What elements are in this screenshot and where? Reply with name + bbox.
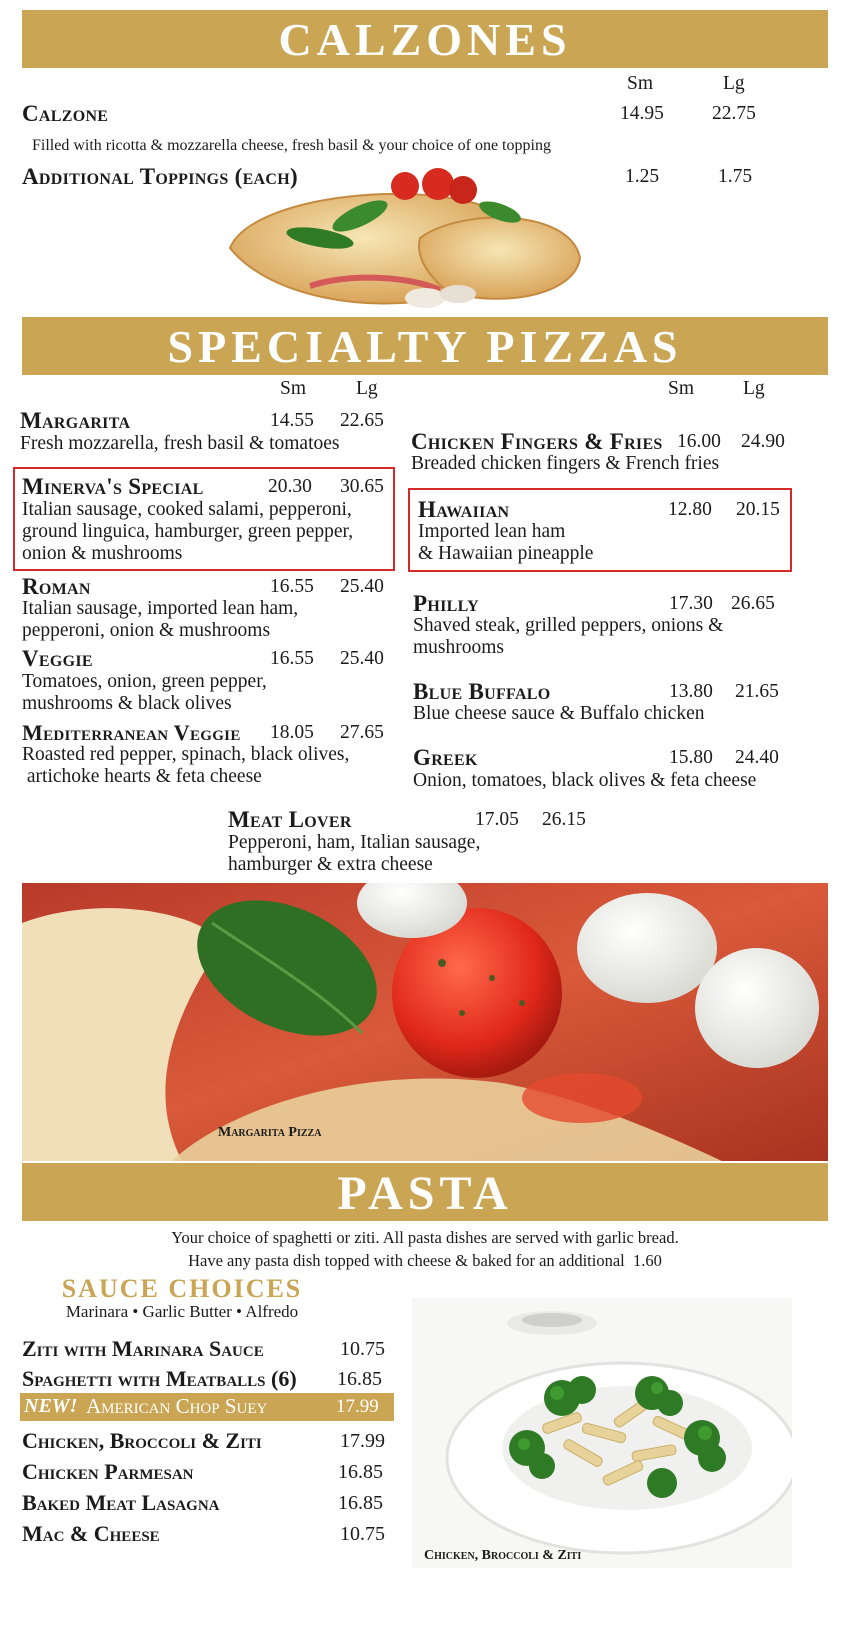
- calzones-col-lg: Lg: [723, 73, 745, 94]
- pasta-item-name: Spaghetti with Meatballs (6): [22, 1366, 297, 1391]
- pizza-price-lg: 26.65: [731, 593, 775, 614]
- toppings-price-lg: 1.75: [718, 166, 753, 187]
- pizza-description-line: Pepperoni, ham, Italian sausage,: [228, 832, 481, 853]
- pizza-name: Blue Buffalo: [413, 679, 551, 704]
- pizza-price-lg: 25.40: [340, 576, 384, 597]
- pizza-price-sm: 14.55: [270, 410, 314, 431]
- calzone-price-lg: 22.75: [712, 103, 756, 124]
- pizza-name: Minerva's Special: [22, 474, 204, 499]
- pasta-photo-caption: Chicken, Broccoli & Ziti: [424, 1548, 582, 1563]
- pizza-description-line: Shaved steak, grilled peppers, onions &: [413, 615, 724, 636]
- sauce-choices-title: SAUCE CHOICES: [61, 1274, 303, 1303]
- pizza-price-lg: 24.40: [735, 747, 779, 768]
- pizza-price-sm: 17.30: [669, 593, 713, 614]
- margarita-pizza-photo: [22, 883, 828, 1161]
- pizza-description-line: & Hawaiian pineapple: [418, 543, 594, 564]
- pasta-item-name: American Chop Suey: [86, 1394, 268, 1418]
- pizza-price-lg: 21.65: [735, 681, 779, 702]
- pizza-description: Fresh mozzarella, fresh basil & tomatoes: [20, 433, 340, 454]
- pizza-name: Chicken Fingers & Fries: [411, 429, 663, 454]
- calzone-name: Calzone: [22, 101, 109, 126]
- pizza-price-sm: 18.05: [270, 722, 314, 743]
- pasta-banner: [22, 1163, 828, 1221]
- calzone-photo: [190, 168, 620, 316]
- pasta-item-price: 17.99: [336, 1396, 379, 1417]
- pasta-item-name: Chicken, Broccoli & Ziti: [22, 1428, 262, 1453]
- pizza-description-line: onion & mushrooms: [22, 543, 183, 564]
- pizza-description: Onion, tomatoes, black olives & feta cheese: [413, 770, 757, 791]
- pizza-price-sm: 16.55: [270, 648, 314, 669]
- pizza-name: Veggie: [22, 646, 93, 671]
- pasta-item-price: 16.85: [338, 1461, 383, 1483]
- toppings-name: Additional Toppings (each): [22, 164, 298, 189]
- pasta-item-name: Ziti with Marinara Sauce: [22, 1336, 264, 1361]
- pizza-price-lg: 24.90: [741, 431, 785, 452]
- pizza-price-lg: 27.65: [340, 722, 384, 743]
- specialty-pizzas-banner: [22, 317, 828, 375]
- pasta-intro-line1: Your choice of spaghetti or ziti. All pasta dishes are served with garlic bread.: [171, 1228, 679, 1247]
- specialty-right-col-sm: Sm: [668, 378, 695, 399]
- calzones-col-sm: Sm: [627, 73, 654, 94]
- pizza-price-sm: 16.55: [270, 576, 314, 597]
- pizza-description-line: mushrooms: [413, 637, 505, 658]
- pizza-description-line: artichoke hearts & feta cheese: [22, 766, 262, 787]
- pasta-item-price: 16.85: [337, 1368, 382, 1390]
- pasta-item-price: 10.75: [340, 1338, 385, 1360]
- specialty-left-col-sm: Sm: [280, 378, 307, 399]
- pizza-price-sm: 13.80: [669, 681, 713, 702]
- pasta-item-price: 16.85: [338, 1492, 383, 1514]
- margarita-photo-caption: Margarita Pizza: [218, 1125, 322, 1140]
- pizza-description-line: mushrooms & black olives: [22, 693, 232, 714]
- pizza-description-line: pepperoni, onion & mushrooms: [22, 620, 271, 641]
- calzone-description: Filled with ricotta & mozzarella cheese, fresh basil & your choice of one topping: [32, 137, 551, 154]
- pizza-name: Margarita: [20, 408, 131, 433]
- pasta-item-price: 10.75: [340, 1523, 385, 1545]
- pizza-name: Philly: [413, 591, 479, 616]
- pizza-description-line: ground linguica, hamburger, green pepper,: [22, 521, 354, 542]
- pizza-description-line: Roasted red pepper, spinach, black olives,: [22, 744, 350, 765]
- pizza-price-lg: 20.15: [736, 499, 780, 520]
- pasta-item-name: Mac & Cheese: [22, 1521, 160, 1546]
- pasta-item-name: Baked Meat Lasagna: [22, 1490, 220, 1515]
- specialty-right-col-lg: Lg: [743, 378, 765, 399]
- pasta-intro-line2: Have any pasta dish topped with cheese & baked for an additional 1.60: [188, 1251, 662, 1270]
- pizza-description-line: hamburger & extra cheese: [228, 854, 433, 875]
- pizza-price-lg: 25.40: [340, 648, 384, 669]
- pasta-item-price: 17.99: [340, 1430, 385, 1452]
- toppings-price-sm: 1.25: [625, 166, 660, 187]
- specialty-pizzas-title: SPECIALTY PIZZAS: [167, 321, 683, 372]
- calzones-title: CALZONES: [278, 14, 572, 65]
- calzone-price-sm: 14.95: [620, 103, 664, 124]
- pizza-description: Breaded chicken fingers & French fries: [411, 453, 720, 474]
- pizza-name: Meat Lover: [228, 807, 352, 832]
- pizza-name: Greek: [413, 745, 478, 770]
- pizza-price-sm: 17.05: [475, 809, 519, 830]
- pizza-name: Hawaiian: [418, 497, 510, 522]
- pizza-price-sm: 12.80: [668, 499, 712, 520]
- pizza-description: Blue cheese sauce & Buffalo chicken: [413, 703, 705, 724]
- pasta-item-name: Chicken Parmesan: [22, 1459, 194, 1484]
- calzones-banner: [22, 10, 828, 68]
- pizza-price-sm: 15.80: [669, 747, 713, 768]
- pizza-name: Roman: [22, 574, 91, 599]
- pizza-description-line: Italian sausage, imported lean ham,: [22, 598, 299, 619]
- pizza-description-line: Italian sausage, cooked salami, pepperoni,: [22, 499, 352, 520]
- specialty-left-col-lg: Lg: [356, 378, 378, 399]
- pizza-description-line: Tomatoes, onion, green pepper,: [22, 671, 267, 692]
- pasta-title: PASTA: [337, 1167, 513, 1220]
- pizza-price-lg: 26.15: [542, 809, 586, 830]
- pizza-price-lg: 30.65: [340, 476, 384, 497]
- sauce-choices-list: Marinara • Garlic Butter • Alfredo: [65, 1302, 299, 1321]
- pasta-dish-photo: [412, 1298, 792, 1568]
- pizza-price-lg: 22.65: [340, 410, 384, 431]
- new-badge: NEW!: [24, 1395, 78, 1417]
- pizza-name: Mediterranean Veggie: [22, 720, 241, 745]
- pizza-description-line: Imported lean ham: [418, 521, 566, 542]
- pizza-price-sm: 20.30: [268, 476, 312, 497]
- pizza-price-sm: 16.00: [677, 431, 721, 452]
